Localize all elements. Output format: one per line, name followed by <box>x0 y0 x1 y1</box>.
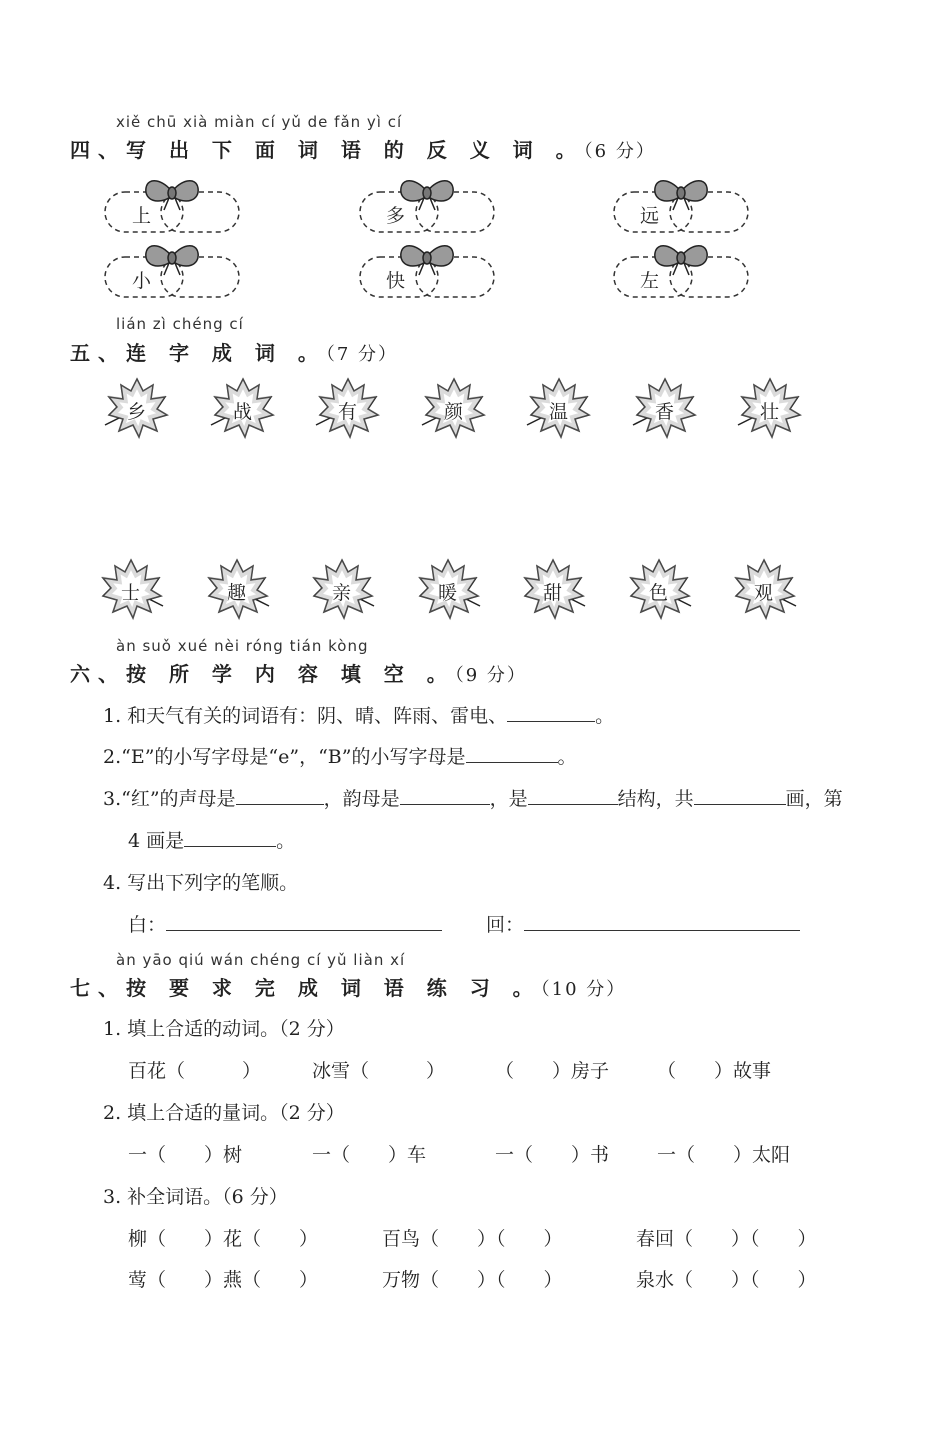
antonym-word-1: 上 <box>132 205 152 227</box>
sec5-pinyin: lián zì chéng cí <box>116 315 244 333</box>
sec6-q3-blank-shengmu[interactable] <box>236 786 324 805</box>
sec6-q2-text: 2.“E”的小写字母是“e”，“B”的小写字母是 <box>103 746 466 768</box>
sec4-score: （6 分） <box>583 141 656 162</box>
sec6-q3-cont <box>128 826 295 853</box>
leaf-char-bottom-4: 暖 <box>438 582 458 604</box>
sec6-q4-bai-label: 白： <box>128 914 167 936</box>
sec7-q2-item-1[interactable]: 一（ ）树 <box>128 1144 243 1166</box>
sec7-score: （10 分） <box>540 979 627 1000</box>
sec6-title <box>70 658 527 687</box>
leaf-char-top-4: 颜 <box>444 401 464 423</box>
sec6-q3-blank-structure[interactable] <box>528 786 618 805</box>
sec6-q2 <box>103 742 577 769</box>
sec7-q2-item-3[interactable]: 一（ ）书 <box>495 1144 610 1166</box>
antonym-word-2: 多 <box>386 205 406 227</box>
sec7-q3-row1-1[interactable]: 柳（ ）花（ ） <box>128 1228 319 1250</box>
sec6-q3-e: 画，第 <box>785 788 843 810</box>
sec6-q3b-end: 。 <box>276 830 296 852</box>
sec6-q3-c: ，是 <box>489 788 528 810</box>
leaf-char-bottom-3: 亲 <box>332 582 352 604</box>
leaf-char-bottom-7: 观 <box>754 582 774 604</box>
antonym-box-6[interactable] <box>614 246 748 297</box>
leaf-char-bottom-6: 色 <box>649 582 669 604</box>
sec7-q2-item-4[interactable]: 一（ ）太阳 <box>657 1144 791 1166</box>
sec6-q1-text: 1. 和天气有关的词语有：阴、晴、阵雨、雷电、 <box>103 705 508 727</box>
sec6-q4-hui-label: 回： <box>486 914 525 936</box>
sec6-pinyin: àn suǒ xué nèi róng tián kòng <box>116 637 369 655</box>
sec6-q1-end: 。 <box>595 705 615 727</box>
sec7-q1-item-2[interactable]: 冰雪（ ） <box>312 1060 446 1082</box>
sec7-q3-row2-3[interactable]: 泉水（ ）（ ） <box>636 1269 817 1291</box>
antonym-box-5[interactable] <box>360 246 494 297</box>
antonym-word-4: 小 <box>132 270 152 292</box>
sec5-score: （7 分） <box>325 344 399 365</box>
leaf-char-top-1: 乡 <box>127 401 147 423</box>
sec7-q2-item-2[interactable]: 一（ ）车 <box>312 1144 427 1166</box>
sec4-title-text: 四、写 出 下 面 词 语 的 反 义 词 。 <box>70 138 584 162</box>
sec4-pinyin: xiě chū xià miàn cí yǔ de fǎn yì cí <box>116 113 403 131</box>
sec6-q3-blank-strokes[interactable] <box>694 786 786 805</box>
sec7-q1-title: 1. 填上合适的动词。（2 分） <box>103 1018 345 1040</box>
sec5-title <box>70 337 398 366</box>
leaf-char-bottom-5: 甜 <box>543 582 563 604</box>
leaf-char-bottom-2: 趣 <box>227 582 247 604</box>
sec7-q3-title: 3. 补全词语。（6 分） <box>103 1186 288 1208</box>
leaf-char-top-3: 有 <box>338 401 358 423</box>
sec5-title-text: 五、连 字 成 词 。 <box>70 341 326 365</box>
sec4-title <box>70 134 656 163</box>
sec7-q1-item-1[interactable]: 百花（ ） <box>128 1060 262 1082</box>
sec6-q3-a: 3.“红”的声母是 <box>103 788 236 810</box>
leaf-char-top-5: 温 <box>549 401 569 423</box>
sec6-q2-blank[interactable] <box>466 744 558 763</box>
sec6-q3b-blank[interactable] <box>184 828 276 847</box>
sec7-q1-item-3[interactable]: （ ）房子 <box>495 1060 610 1082</box>
antonym-box-4[interactable] <box>105 246 239 297</box>
sec6-title-text: 六、按 所 学 内 容 填 空 。 <box>70 662 455 686</box>
antonym-box-1[interactable] <box>105 181 239 232</box>
sec6-q3-blank-yunmu[interactable] <box>400 786 490 805</box>
sec7-title-text: 七、按 要 求 完 成 词 语 练 习 。 <box>70 976 541 1000</box>
sec6-q4-bai-blank[interactable] <box>166 912 442 931</box>
sec7-title <box>70 972 626 1001</box>
antonym-box-2[interactable] <box>360 181 494 232</box>
sec7-q2-title: 2. 填上合适的量词。（2 分） <box>103 1102 345 1124</box>
sec6-q1-blank[interactable] <box>507 703 595 722</box>
sec6-q3-b: ，韵母是 <box>323 788 400 810</box>
sec7-q3-row2-1[interactable]: 莺（ ）燕（ ） <box>128 1269 319 1291</box>
sec6-q1 <box>103 701 614 728</box>
sec6-score: （9 分） <box>454 665 527 686</box>
leaf-char-top-7: 壮 <box>760 401 780 423</box>
antonym-word-3: 远 <box>640 205 660 227</box>
sec7-q3-row1-3[interactable]: 春回（ ）（ ） <box>636 1228 817 1250</box>
sec6-q4-hui-blank[interactable] <box>524 912 800 931</box>
leaf-char-top-6: 香 <box>655 401 675 423</box>
leaf-char-top-2: 战 <box>233 401 253 423</box>
sec7-pinyin: àn yāo qiú wán chéng cí yǔ liàn xí <box>116 951 406 969</box>
antonym-box-3[interactable] <box>614 181 748 232</box>
antonym-word-6: 左 <box>640 270 660 292</box>
antonym-word-5: 快 <box>386 270 406 292</box>
sec6-q3-d: 结构，共 <box>617 788 694 810</box>
sec7-q3-row1-2[interactable]: 百鸟（ ）（ ） <box>382 1228 563 1250</box>
sec6-q2-end: 。 <box>557 746 577 768</box>
sec6-q4: 4. 写出下列字的笔顺。 <box>103 872 299 894</box>
leaf-char-bottom-1: 士 <box>121 582 141 604</box>
sec6-q4-bai <box>128 910 442 937</box>
sec6-q3b-a: 4 画是 <box>128 830 185 852</box>
sec7-q3-row2-2[interactable]: 万物（ ）（ ） <box>382 1269 563 1291</box>
sec6-q4-hui <box>486 910 800 937</box>
sec7-q1-item-4[interactable]: （ ）故事 <box>657 1060 772 1082</box>
sec6-q3 <box>103 784 843 811</box>
